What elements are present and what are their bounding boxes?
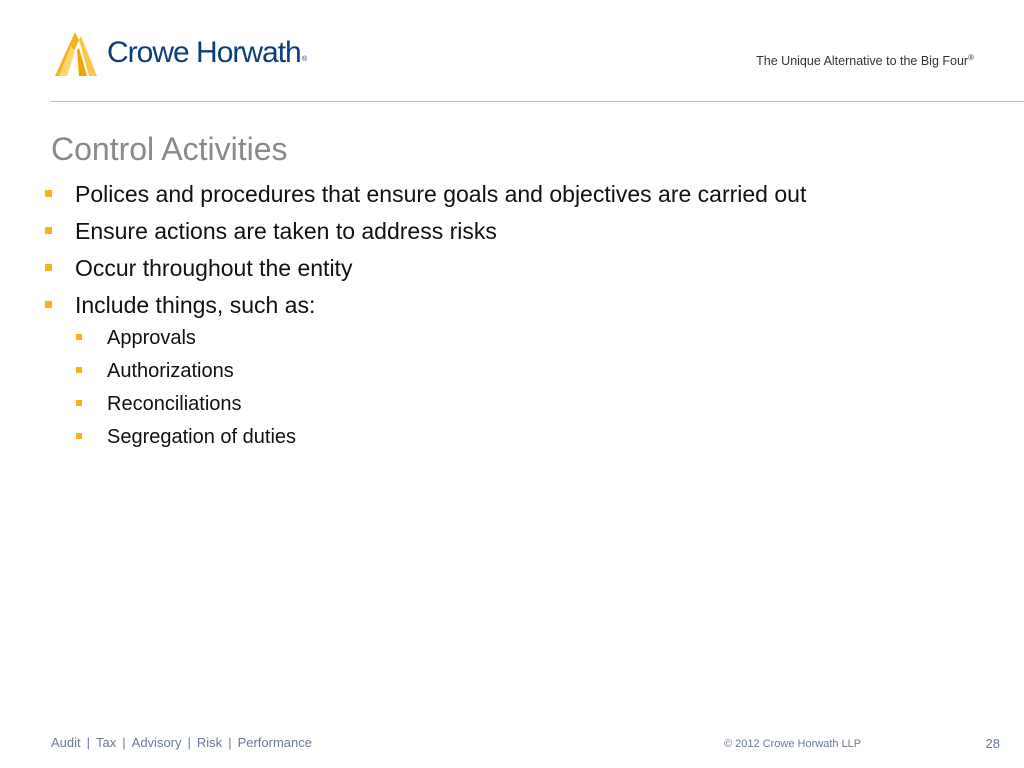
sub-bullet-list (44, 326, 1004, 449)
sub-bullet-square-icon (76, 433, 82, 439)
sub-bullet-text: Segregation of duties (107, 426, 297, 448)
header-divider (50, 101, 1024, 102)
tagline-text: The Unique Alternative to the Big Four (756, 54, 969, 69)
bullet-text: Ensure actions are taken to address risks (75, 218, 497, 244)
bullet-text: Polices and procedures that ensure goals and objectives are carried out (75, 181, 807, 207)
flame-logo-icon (49, 30, 101, 78)
footer-separator: | (228, 735, 232, 750)
sub-bullet-text: Approvals (107, 327, 196, 349)
bullet-item (44, 217, 1004, 245)
bullet-text: Occur throughout the entity (75, 255, 353, 281)
sub-bullet-item (44, 326, 1004, 350)
bullet-list (44, 180, 1004, 458)
bullet-item (44, 291, 1004, 449)
bullet-square-icon (45, 264, 52, 271)
sub-bullet-square-icon (76, 367, 82, 373)
sub-bullet-text: Authorizations (107, 360, 234, 382)
bullet-text: Include things, such as: (75, 292, 316, 318)
footer-services (51, 735, 312, 750)
bullet-square-icon (45, 227, 52, 234)
page-number: 28 (985, 736, 1000, 751)
header-tagline (756, 53, 974, 68)
sub-bullet-item (44, 392, 1004, 416)
sub-bullet-item (44, 359, 1004, 383)
footer-service-risk: Risk (196, 735, 223, 750)
slide-title: Control Activities (51, 131, 288, 167)
footer-separator: | (86, 735, 91, 750)
sub-bullet-text: Reconciliations (107, 393, 242, 415)
tagline-registered-mark: ® (968, 53, 974, 62)
crowe-horwath-logo (49, 30, 319, 80)
footer-separator: | (187, 735, 191, 750)
bullet-item (44, 254, 1004, 282)
sub-bullet-square-icon (76, 400, 82, 406)
footer-service-audit: Audit (51, 735, 81, 750)
footer-service-tax: Tax (96, 735, 117, 750)
logo-registered-mark: ® (302, 56, 308, 63)
bullet-item (44, 180, 1004, 208)
logo-wordmark: Crowe Horwath (107, 36, 301, 69)
sub-bullet-item (44, 425, 1004, 449)
bullet-square-icon (45, 301, 52, 308)
bullet-square-icon (45, 190, 52, 197)
footer-service-advisory: Advisory (131, 735, 182, 750)
footer-copyright: © 2012 Crowe Horwath LLP (724, 738, 862, 750)
footer-separator: | (122, 735, 126, 750)
sub-bullet-square-icon (76, 334, 82, 340)
footer-service-performance: Performance (237, 735, 312, 750)
